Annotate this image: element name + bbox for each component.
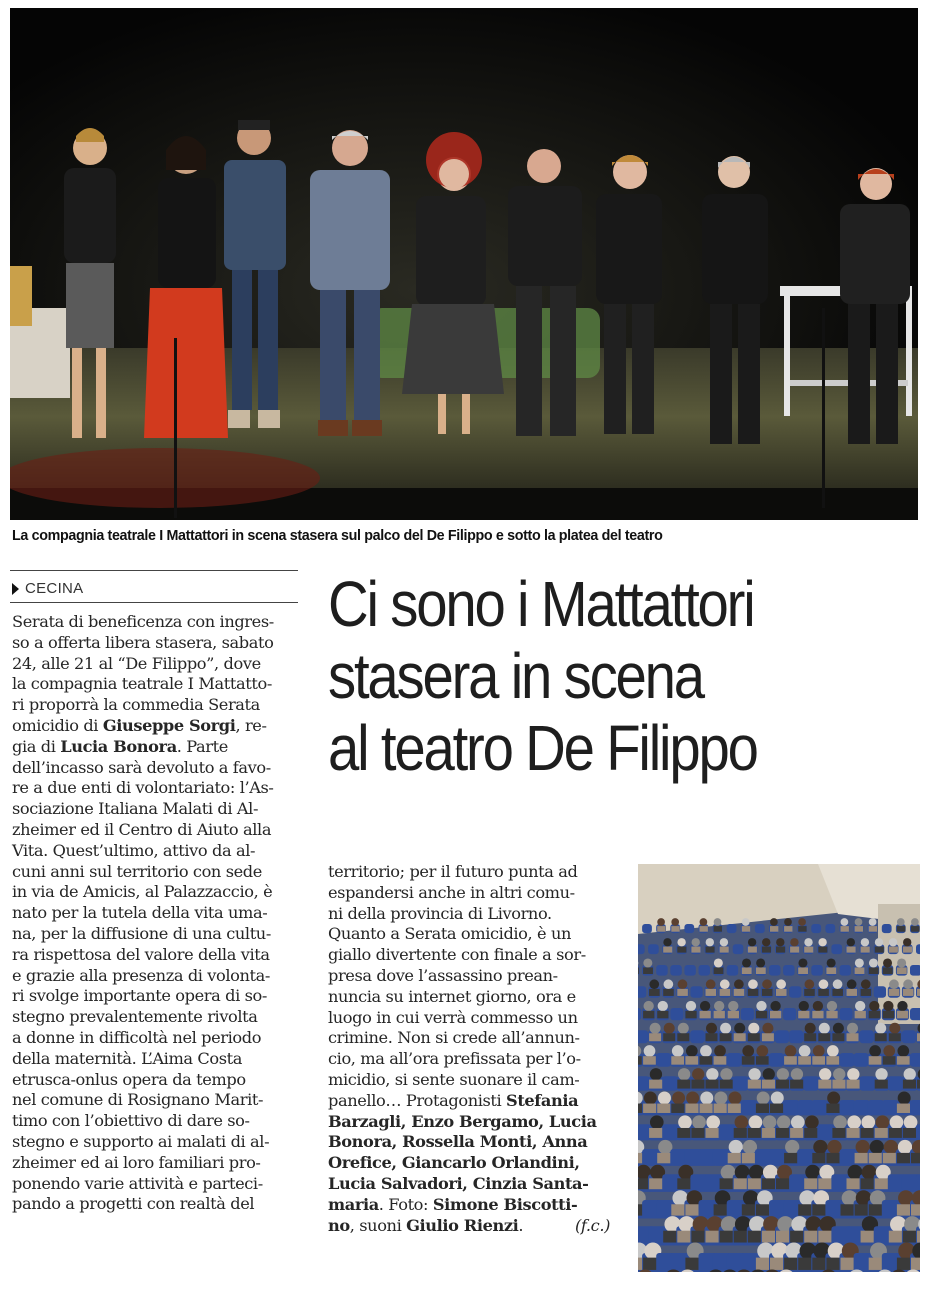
text-segment: nato per la tutela della vita uma- xyxy=(12,903,268,923)
text-segment: e grazie alla presenza di volonta- xyxy=(12,965,270,985)
text-line xyxy=(12,799,298,820)
text-segment: sociazione Italiana Malati di Al- xyxy=(12,799,259,819)
text-line xyxy=(328,966,610,987)
text-line xyxy=(328,1112,610,1133)
text-segment: stegno e supporto ai malati di al- xyxy=(12,1131,270,1151)
text-segment: gia di xyxy=(12,736,61,756)
audience-photo-graphic xyxy=(638,864,920,1272)
text-segment: nuncia su internet giorno, ora e xyxy=(328,986,576,1006)
text-segment: a donne in difficoltà nel periodo xyxy=(12,1027,262,1047)
text-segment: panello… Protagonisti xyxy=(328,1090,507,1110)
text-segment: presa dove l’assassino prean- xyxy=(328,965,558,985)
text-line xyxy=(12,674,298,695)
stage-photo xyxy=(10,8,918,520)
section-rule-top xyxy=(10,570,298,571)
text-segment: dell’incasso sarà devoluto a favo- xyxy=(12,757,271,777)
text-segment: . xyxy=(518,1215,524,1235)
text-segment: 24, alle 21 al “De Filippo”, dove xyxy=(12,653,261,673)
text-segment: Stefania xyxy=(506,1090,579,1110)
text-segment: della maternità. L’Aima Costa xyxy=(12,1048,242,1068)
text-segment: pando a progetti con realtà del xyxy=(12,1194,255,1214)
text-line xyxy=(12,841,298,862)
text-segment: crimine. Non si crede all’annun- xyxy=(328,1028,580,1048)
text-line xyxy=(328,1153,610,1174)
text-line xyxy=(12,945,298,966)
text-line xyxy=(328,883,610,904)
text-segment: luogo in cui verrà commesso un xyxy=(328,1007,578,1027)
text-segment: Bonora, Rossella Monti, Anna xyxy=(328,1132,588,1152)
text-segment: . Parte xyxy=(176,736,228,756)
text-line xyxy=(328,1028,610,1049)
photo-credit: (f.c.) xyxy=(574,1215,610,1235)
caption-part: La compagnia teatrale I Mattattori in scena stasera sul palco del xyxy=(12,528,427,544)
text-line xyxy=(12,1111,298,1132)
text-line xyxy=(12,695,298,716)
text-segment: etrusca-onlus opera da tempo xyxy=(12,1069,246,1089)
text-line xyxy=(12,903,298,924)
text-segment: omicidio di xyxy=(12,715,103,735)
text-segment: ni della provincia di Livorno. xyxy=(328,903,552,923)
text-segment: territorio; per il futuro punta ad xyxy=(328,862,578,881)
text-line xyxy=(328,987,610,1008)
section-label: CECINA xyxy=(25,580,84,597)
text-line xyxy=(12,654,298,675)
text-segment: Vita. Quest’ultimo, attivo da al- xyxy=(12,840,256,860)
text-line xyxy=(12,1090,298,1111)
text-segment: Lucia Salvadori, Cinzia Santa- xyxy=(328,1173,589,1193)
text-segment: cio, ma all’ora prefissata per l’o- xyxy=(328,1049,581,1069)
text-line xyxy=(12,1153,298,1174)
text-line xyxy=(328,1195,610,1216)
text-line xyxy=(328,904,610,925)
text-segment: Barzagli, Enzo Bergamo, Lucia xyxy=(328,1111,597,1131)
text-line xyxy=(328,945,610,966)
text-line xyxy=(12,716,298,737)
article-column-2 xyxy=(328,862,610,1236)
stage-photo-graphic xyxy=(10,8,918,520)
text-line xyxy=(12,820,298,841)
text-line xyxy=(328,1216,610,1237)
text-segment: Lucia Bonora xyxy=(60,736,177,756)
text-segment: espandersi anche in altri comu- xyxy=(328,882,575,902)
text-line xyxy=(12,986,298,1007)
text-segment: stegno prevalentemente rivolta xyxy=(12,1007,258,1027)
text-segment: Simone Biscotti- xyxy=(432,1194,578,1214)
text-line xyxy=(12,737,298,758)
text-line xyxy=(328,1091,610,1112)
text-line xyxy=(328,1174,610,1195)
headline-line-2: stasera in scena xyxy=(328,640,703,712)
text-line xyxy=(12,966,298,987)
text-line xyxy=(12,758,298,779)
text-segment: Giuseppe Sorgi xyxy=(102,715,236,735)
text-segment: nel comune di Rosignano Marit- xyxy=(12,1090,264,1110)
text-line xyxy=(12,1070,298,1091)
article-column-1 xyxy=(12,612,298,1215)
text-line xyxy=(328,1049,610,1070)
text-line xyxy=(12,778,298,799)
text-segment: zheimer ed il Centro di Aiuto alla xyxy=(12,819,272,839)
text-segment: so a offerta libera stasera, sabato xyxy=(12,632,274,652)
text-segment: timo con l’obiettivo di dare so- xyxy=(12,1111,250,1131)
text-segment: ra rispettosa del valore della vita xyxy=(12,944,270,964)
text-segment: , re- xyxy=(235,715,267,735)
text-segment: na, per la diffusione di una cultu- xyxy=(12,923,271,943)
text-line xyxy=(328,1070,610,1091)
text-line xyxy=(12,1007,298,1028)
text-line xyxy=(12,633,298,654)
text-segment: giallo divertente con finale a sor- xyxy=(328,945,586,965)
text-segment: zheimer ed ai loro familiari pro- xyxy=(12,1152,261,1172)
text-segment: . Foto: xyxy=(378,1194,433,1214)
text-segment: Orefice, Giancarlo Orlandini, xyxy=(328,1153,580,1173)
text-segment: re a due enti di volontariato: l’As- xyxy=(12,778,274,798)
section-rule-bottom xyxy=(10,602,298,603)
headline-line-3: al teatro De Filippo xyxy=(328,712,757,784)
text-segment: no xyxy=(328,1215,350,1235)
text-segment: la compagnia teatrale I Mattatto- xyxy=(12,674,272,694)
caption-part: De Filippo xyxy=(426,528,493,544)
text-line xyxy=(328,1132,610,1153)
caption-part: e sotto la platea del teatro xyxy=(492,528,663,544)
text-segment: ri svolge importante opera di so- xyxy=(12,986,267,1006)
triangle-marker-icon xyxy=(12,583,19,595)
section-tag xyxy=(12,580,83,597)
text-segment: ponendo varie attività e parteci- xyxy=(12,1173,263,1193)
text-segment: cuni anni sul territorio con sede xyxy=(12,861,262,881)
text-segment: maria xyxy=(328,1194,379,1214)
text-line xyxy=(12,612,298,633)
text-segment: in via de Amicis, al Palazzaccio, è xyxy=(12,882,273,902)
text-segment: ri proporrà la commedia Serata xyxy=(12,695,260,715)
text-line xyxy=(328,862,610,883)
text-line xyxy=(12,1174,298,1195)
text-line xyxy=(12,862,298,883)
text-segment: Giulio Rienzi xyxy=(406,1215,519,1235)
text-line xyxy=(12,882,298,903)
text-line xyxy=(328,924,610,945)
photo-caption xyxy=(12,528,918,544)
text-line xyxy=(12,1049,298,1070)
text-segment: micidio, si sente suonare il cam- xyxy=(328,1069,580,1089)
headline xyxy=(328,568,849,784)
text-line xyxy=(12,1028,298,1049)
text-segment: Serata di beneficenza con ingres- xyxy=(12,612,274,631)
text-segment: Quanto a Serata omicidio, è un xyxy=(328,924,571,944)
text-line xyxy=(328,1008,610,1029)
text-line xyxy=(12,1194,298,1215)
text-line xyxy=(12,1132,298,1153)
text-segment: , suoni xyxy=(349,1215,407,1235)
text-line xyxy=(12,924,298,945)
audience-photo xyxy=(638,864,920,1272)
headline-line-1: Ci sono i Mattattori xyxy=(328,568,754,640)
